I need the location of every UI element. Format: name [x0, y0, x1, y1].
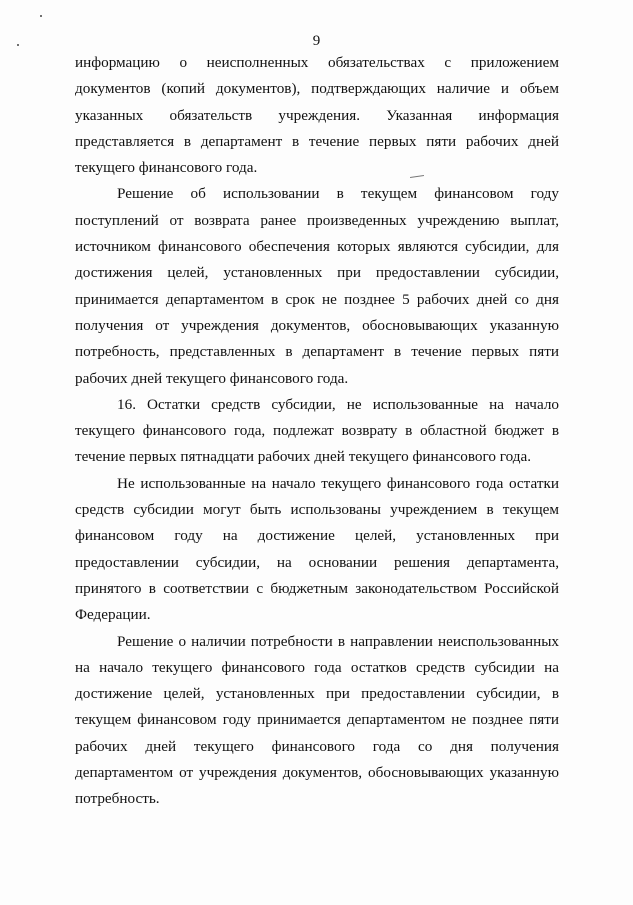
- paragraph-unused-balances: Не использованные на начало текущего финансового года остатки средств субсидии могут быть использованы учреждением в текущем финансовом году на достижение целей, установленных при предоставлении субсидии, на основании решения департамента, принятого в соответствии с бюджетным законодательством Российской Федерации.: [75, 474, 559, 624]
- page-number: 9: [312, 33, 321, 49]
- paragraph-continuation: информацию о неисполненных обязательствах с приложением документов (копий документов), подтверждающих наличие и объем указанных обязательств учреждения. Указанная информация представляется в департамент в течение первых пяти рабочих дней текущего финансового года.: [75, 54, 559, 177]
- scan-speck: [40, 15, 42, 17]
- paragraph-clause-16: 16. Остатки средств субсидии, не использованные на начало текущего финансового года, подлежат возврату в областной бюджет в течение первых пятнадцати рабочих дней текущего финансового года.: [75, 395, 559, 466]
- paragraph-decision-payments: Решение об использовании в текущем финансовом году поступлений от возврата ранее произведенных учреждению выплат, источником финансового обеспечения которых являются субсидии, для достижения целей, установленных при предоставлении субсидии, принимается департаментом в срок не позднее 5 рабочих дней со дня получения от учреждения документов, обосновывающих указанную потребность, представленных в департамент в течение первых пяти рабочих дней текущего финансового года.: [75, 185, 559, 387]
- document-body: [75, 50, 559, 813]
- paragraph-decision-need: Решение о наличии потребности в направлении неиспользованных на начало текущего финансового года остатков средств субсидии на достижение целей, установленных при предоставлении субсидии, в текущем финансовом году принимается департаментом не позднее пяти рабочих дней текущего финансового года со дня получения департаментом от учреждения документов, обосновывающих указанную потребность.: [75, 632, 559, 808]
